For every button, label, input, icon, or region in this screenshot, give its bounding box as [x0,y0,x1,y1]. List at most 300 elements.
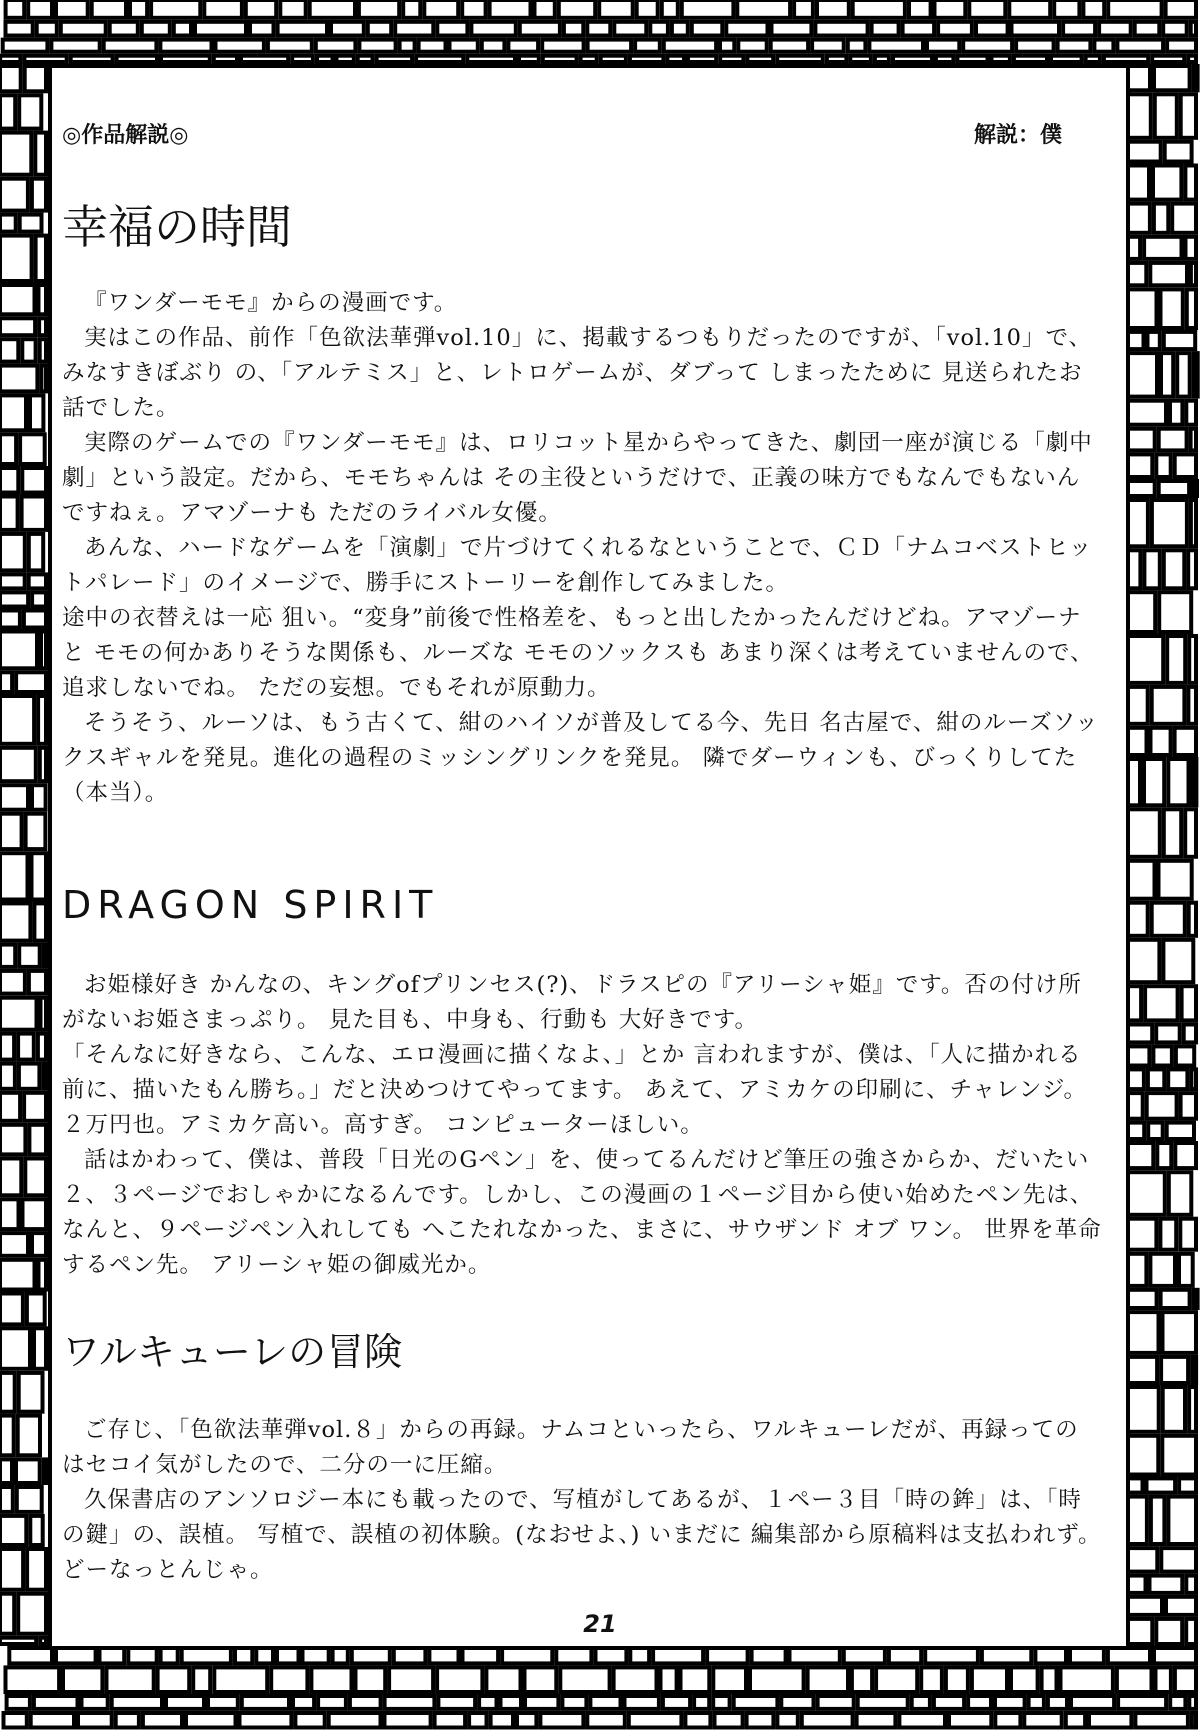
header-left-label: ◎作品解説◎ [62,123,189,148]
border-brick [1128,809,1160,857]
border-brick [29,534,43,571]
border-brick [1186,237,1197,259]
border-brick [1180,1219,1196,1250]
border-brick [40,339,46,361]
border-brick [1175,728,1196,755]
border-brick [39,1260,47,1290]
border-brick [1154,204,1168,233]
border-brick [9,1648,52,1663]
border-brick [1128,1387,1159,1432]
paragraph: 実際のゲームでの『ワンダーモモ』は、ロリコット星からやってきた、劇団一座が演じる「劇中劇」という設定。だから、モモちゃんは その主役というだけで、正義の味方でもなんでもないんですねぇ。アマゾーナも ただのライバル女優。 [62,430,1093,526]
border-brick [858,1696,908,1709]
border-brick [235,1648,252,1663]
border-brick [726,22,767,36]
border-brick [1154,1648,1196,1663]
border-brick [1128,1357,1157,1383]
border-brick [56,0,88,18]
border-brick [23,1199,47,1229]
border-brick [750,1667,804,1692]
border-brick [630,56,664,62]
border-brick [1144,759,1164,805]
border-brick [256,1648,273,1663]
border-brick [963,40,1012,52]
border-brick [1086,56,1100,62]
border-brick [1168,1069,1187,1089]
border-brick [968,1696,991,1709]
border-brick [1029,1696,1044,1709]
border-brick [869,40,923,52]
border-brick [0,814,22,849]
border-brick [39,318,46,335]
border-brick [1128,1123,1144,1139]
border-brick [972,1667,1007,1692]
border-brick [241,56,288,62]
border-brick [1186,1619,1196,1644]
border-brick [1156,454,1170,477]
border-brick [22,468,46,493]
border-brick [329,1713,381,1728]
border-brick [242,1696,289,1709]
border-brick [1176,1046,1194,1065]
border-brick [1163,940,1193,982]
section-body-valkyrie [62,1413,1102,1588]
border-brick [1181,94,1196,138]
border-brick [268,40,312,52]
border-brick [875,56,889,62]
border-brick [1150,1576,1183,1593]
border-brick [204,0,242,18]
border-brick [1189,636,1196,683]
border-brick [1170,1696,1185,1709]
border-brick [27,1549,46,1590]
border-brick [662,0,678,18]
border-brick [208,1696,238,1709]
border-brick [1128,1093,1143,1119]
border-brick [44,1064,48,1089]
border-brick [581,56,597,62]
border-brick [25,66,46,91]
border-brick [32,179,46,211]
border-brick [0,592,28,606]
border-brick [471,22,515,36]
border-brick [1128,429,1155,451]
section-title-dragon-spirit: DRAGON SPIRIT [62,883,439,927]
border-brick [1186,401,1196,425]
border-brick [1128,204,1150,233]
border-brick [350,1696,381,1709]
border-brick [160,40,211,52]
border-brick [1144,550,1159,588]
border-brick [0,497,18,530]
border-brick [921,1667,942,1692]
border-brick [1128,481,1155,496]
border-brick [400,40,415,52]
border-brick [1194,353,1198,397]
paragraph: 話はかわって、僕は、普段「日光のGペン」を、使ってるんだけど筆圧の強さからか、だいたい ２、３ページでおしゃかになるんです。しかし、この漫画の１ページ目から使い始めたペン先は、なんと、９ページペン入れしても へこたれなかった、まさに、サウザンド オブ ワン。 世界を革命するペン先。 アリーシャ姫の御威光か。 [62,1147,1102,1278]
border-brick [720,40,734,52]
border-brick [34,903,46,940]
border-brick [1128,1576,1146,1593]
paragraph: 途中の衣替えは一応 狙い。“変身”前後で性格差を、もっと出したかったんだけどね。アマゾーナと モモの何かありそうな関係も、ルーズな モモのソックスも あまり深くは考えていませんので、追求しないでね。 ただの妄想。でもそれが原動力。 [62,605,1094,701]
border-brick [525,1667,557,1692]
border-brick [100,1648,125,1663]
border-brick [1175,1667,1196,1692]
border-brick [957,56,987,62]
paragraph: お姫様好き かんなの、キングofプリンセス(?)、ドラスピの『アリーシャ姫』です。否の付け所がないお姫さまっぷり。 見た目も、中身も、行動も 大好きです。 [62,972,1082,1033]
border-brick [1128,500,1148,546]
border-brick [1071,1696,1114,1709]
border-brick [1128,861,1155,899]
border-brick [1012,22,1060,36]
border-brick [0,1328,30,1369]
border-brick [317,56,333,62]
border-brick [1163,22,1187,36]
border-brick [946,1667,968,1692]
border-brick [1148,332,1160,349]
border-brick [6,1667,60,1692]
border-brick [56,1648,96,1663]
border-brick [853,0,905,18]
border-brick [802,1713,853,1728]
border-brick [1128,1478,1143,1492]
border-brick [0,574,25,588]
border-brick [37,22,57,36]
border-brick [540,1713,583,1728]
border-brick [280,0,305,18]
paragraph: 実はこの作品、前作「色欲法華弾vol.10」に、掲載するつもりだったのですが、「vol.10」で、みなすきぼぶり の、「アルテミス」と、レトロゲームが、ダブって しまったために 見送られたお話でした。 [62,325,1093,421]
border-brick [403,0,420,18]
border-brick [560,1667,609,1692]
border-brick [385,1696,435,1709]
border-brick [794,0,813,18]
border-brick [36,236,46,281]
border-brick [25,1159,46,1196]
border-brick [1152,903,1185,936]
border-brick [1159,481,1189,496]
border-brick [713,1667,746,1692]
border-brick [1193,481,1197,496]
border-brick [40,748,46,781]
border-brick [614,22,646,36]
border-brick [0,785,28,810]
border-brick [520,22,560,36]
border-brick [437,22,467,36]
border-brick [630,1648,649,1663]
border-brick [815,22,867,36]
border-brick [292,56,313,62]
border-brick [1016,40,1054,52]
border-brick [479,1696,496,1709]
border-brick [1148,1069,1164,1089]
border-brick [44,945,48,967]
border-brick [1156,1025,1180,1043]
border-brick [772,22,812,36]
border-brick [1152,56,1184,62]
border-brick [1070,1648,1104,1663]
border-brick [32,592,46,606]
border-brick [653,1648,703,1663]
border-brick [419,40,446,52]
border-brick [925,1648,978,1663]
border-brick [1156,1667,1171,1692]
border-brick [107,1667,154,1692]
page-number: 21 [583,1610,617,1638]
paragraph: 『ワンダーモモ』からの漫画です。 [84,290,458,316]
border-brick [30,395,43,430]
border-brick [0,95,15,128]
border-brick [467,56,515,62]
border-brick [158,1667,190,1692]
border-brick [1128,1497,1147,1544]
border-brick [34,1328,46,1369]
border-brick [142,22,170,36]
border-brick [1192,759,1196,805]
border-brick [0,1125,25,1155]
border-brick [1185,809,1196,857]
border-brick [166,1696,204,1709]
border-brick [713,1696,729,1709]
border-brick [1168,759,1188,805]
border-brick [1159,592,1191,632]
border-brick [0,903,30,940]
border-brick [1147,1093,1177,1119]
border-brick [1135,1713,1188,1728]
border-brick [311,1667,351,1692]
border-brick [0,1487,13,1512]
border-brick [969,0,1005,18]
border-brick [667,56,684,62]
border-brick [1164,809,1181,857]
border-brick [0,1416,14,1456]
border-brick [195,22,246,36]
border-brick [564,22,583,36]
border-brick [1191,1069,1196,1089]
border-brick [1128,1025,1152,1043]
section-title-valkyrie: ワルキューレの冒険 [62,1330,403,1374]
border-brick [982,1648,1031,1663]
border-brick [1160,1219,1176,1250]
border-brick [1187,289,1196,328]
border-brick [82,1696,108,1709]
border-brick [1099,22,1131,36]
border-brick [429,1648,458,1663]
border-brick [1191,22,1196,36]
border-brick [1128,1312,1159,1353]
border-brick [0,1064,15,1089]
border-brick [0,179,28,211]
border-brick [0,748,36,781]
border-brick [0,1233,28,1256]
border-brick [0,285,35,314]
border-brick [543,56,577,62]
border-brick [692,22,723,36]
border-brick [277,1648,299,1663]
border-brick [1117,1667,1152,1692]
border-brick [938,22,972,36]
border-brick [777,56,823,62]
border-brick [1151,728,1171,755]
border-brick [1192,1357,1196,1383]
border-brick [0,215,16,232]
border-brick [3,40,48,52]
paragraph: あんな、ハードなゲームを「演劇」で片づけてくれるなということで、ＣＤ「ナムコベストヒットパレード」のイメージで、勝手にストーリーを創作してみました。 [62,535,1093,596]
border-brick [1163,1312,1197,1353]
border-brick [31,1713,74,1728]
border-brick [331,22,364,36]
border-brick [1189,903,1196,936]
border-brick [629,1713,682,1728]
border-brick [1135,22,1160,36]
border-brick [844,1648,885,1663]
border-brick [1194,66,1198,90]
border-brick [0,66,21,91]
border-brick [1117,40,1163,52]
border-brick [1161,289,1183,328]
border-brick [1157,1143,1171,1168]
border-brick [389,1667,433,1692]
border-brick [1048,1696,1067,1709]
border-brick [0,696,34,744]
border-brick [1167,40,1196,52]
border-brick [747,56,773,62]
border-brick [1191,263,1196,285]
border-brick [912,1696,930,1709]
border-brick [310,0,355,18]
border-brick [857,1713,896,1728]
border-brick [0,1638,36,1644]
border-brick [694,1696,709,1709]
border-brick [128,1648,156,1663]
border-brick [0,1260,35,1290]
border-brick [976,22,1008,36]
border-brick [0,1594,14,1634]
border-brick [295,1713,324,1728]
border-brick [1167,1123,1194,1139]
border-brick [19,95,41,128]
border-brick [39,285,47,314]
border-brick [818,1696,854,1709]
border-brick [1181,1093,1196,1119]
border-brick [992,56,1010,62]
border-brick [1024,1713,1061,1728]
border-brick [1175,454,1196,477]
border-brick [0,1294,23,1325]
border-brick [1152,500,1187,546]
border-brick [394,1648,426,1663]
border-brick [182,1648,231,1663]
border-brick [556,1648,591,1663]
border-brick [1165,142,1192,162]
border-brick [482,40,505,52]
border-brick [240,1713,292,1728]
border-brick [24,1093,46,1121]
border-brick [1108,0,1161,18]
border-brick [588,40,632,52]
border-brick [1164,550,1185,588]
border-brick [737,0,790,18]
border-brick [808,1667,848,1692]
border-brick [848,40,866,52]
border-brick [1128,332,1144,349]
border-brick [1163,1387,1185,1432]
border-brick [852,1667,872,1692]
border-brick [250,22,274,36]
border-brick [0,395,26,430]
border-brick [29,574,46,588]
border-brick [1155,94,1177,138]
border-brick [1159,861,1192,899]
border-brick [117,56,157,62]
border-brick [359,0,399,18]
border-brick [416,56,463,62]
border-brick [650,22,668,36]
border-brick [186,1713,236,1728]
border-brick [1189,1696,1196,1709]
border-brick [27,1294,45,1325]
border-brick [16,672,46,692]
border-brick [174,22,191,36]
border-brick [438,1696,475,1709]
border-brick [22,497,46,530]
border-brick [38,1034,46,1060]
border-brick [0,1373,15,1412]
border-brick [30,1516,42,1545]
border-brick [0,1034,14,1060]
border-brick [720,56,743,62]
border-brick [559,0,595,18]
border-brick [1104,56,1148,62]
border-brick [893,56,932,62]
border-brick [24,611,46,628]
border-brick [19,1064,40,1089]
border-brick [359,40,395,52]
border-brick [41,632,46,669]
border-brick [41,366,46,392]
border-brick [707,1648,748,1663]
border-brick [1184,1025,1196,1043]
border-brick [949,1713,991,1728]
border-brick [1191,429,1196,451]
border-brick [525,1696,558,1709]
border-brick [20,215,42,232]
border-brick [18,1416,40,1456]
section-body-kofuku [62,286,1102,811]
border-brick [1166,0,1196,18]
border-brick [562,1696,586,1709]
border-brick [535,0,555,18]
border-brick [486,1667,520,1692]
border-brick [1154,66,1190,90]
border-brick [356,1667,386,1692]
border-brick [936,56,954,62]
border-brick [35,133,46,175]
border-brick [0,853,28,899]
border-brick [1083,0,1104,18]
border-brick [0,1199,19,1229]
border-brick [1148,1123,1163,1139]
border-brick [738,40,766,52]
border-brick [1128,1548,1157,1572]
border-brick [1150,1254,1175,1286]
border-brick [1058,40,1091,52]
border-brick [872,22,899,36]
border-brick [0,366,37,392]
border-brick [143,1713,182,1728]
page-content [62,108,1102,1648]
border-brick [40,1638,46,1644]
border-brick [61,22,106,36]
border-brick [1161,1290,1190,1308]
